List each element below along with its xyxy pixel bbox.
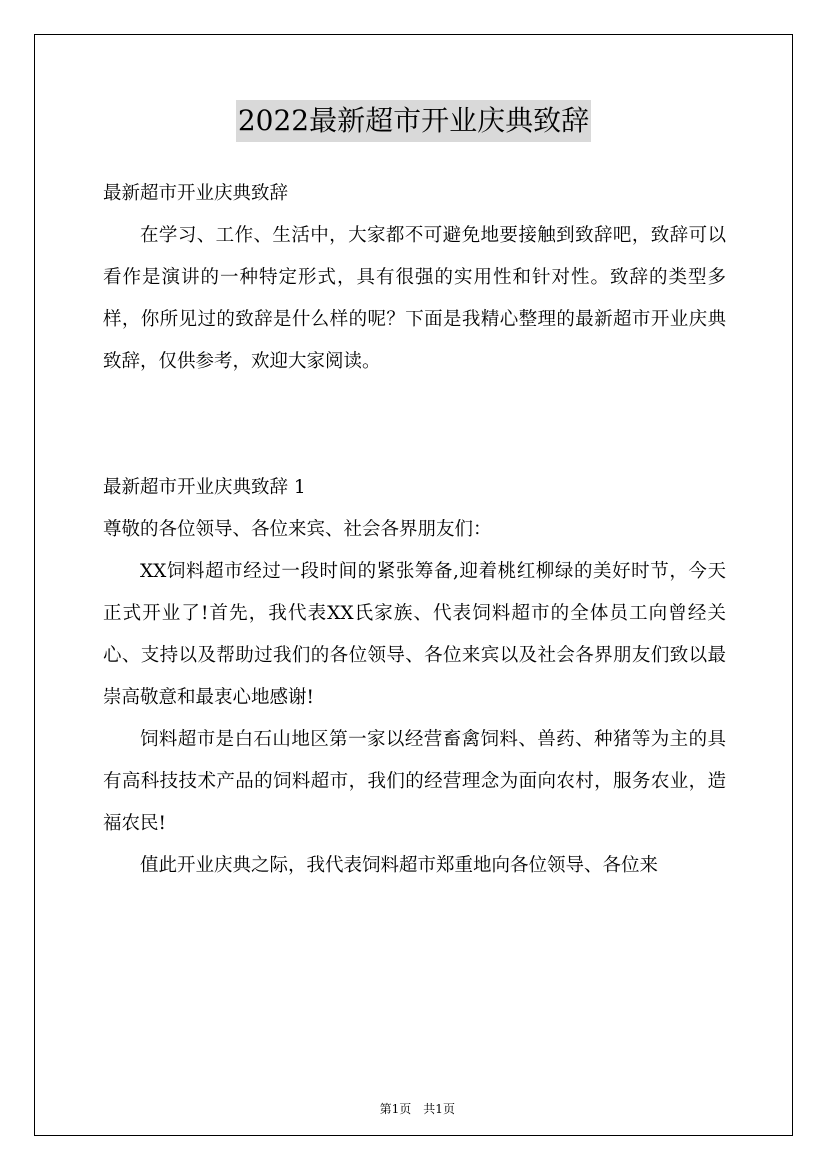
body-paragraph-1: XX饲料超市经过一段时间的紧张筹备,迎着桃红柳绿的美好时节，今天正式开业了!首先，我代表XX氏家族、代表饲料超市的全体员工向曾经关心、支持以及帮助过我们的各位领导、各位来宾以及社会各界朋友们致以最崇高敬意和最衷心地感谢! <box>103 561 726 708</box>
document-title: 2022最新超市开业庆典致辞 <box>236 100 591 142</box>
page-number: 第1页 共1页 <box>379 1102 455 1116</box>
section-heading: 最新超市开业庆典致辞 1 <box>103 477 306 498</box>
salutation: 尊敬的各位领导、各位来宾、社会各界朋友们： <box>103 519 492 540</box>
body-paragraph-2: 饲料超市是白石山地区第一家以经营畜禽饲料、兽药、种猪等为主的具有高科技技术产品的饲料超市，我们的经营理念为面向农村，服务农业，造福农民! <box>103 729 726 834</box>
document-subtitle: 最新超市开业庆典致辞 <box>103 183 289 204</box>
page-footer <box>0 1082 827 1118</box>
intro-paragraph: 在学习、工作、生活中，大家都不可避免地要接触到致辞吧，致辞可以看作是演讲的一种特定形式，具有很强的实用性和针对性。致辞的类型多样，你所见过的致辞是什么样的呢？下面是我精心整理的最新超市开业庆典致辞，仅供参考，欢迎大家阅读。 <box>103 225 726 372</box>
body-paragraph-3: 值此开业庆典之际，我代表饲料超市郑重地向各位领导、各位来 <box>140 855 659 876</box>
paragraph-spacer <box>103 383 726 467</box>
title-container <box>0 100 827 142</box>
document-body <box>103 173 726 887</box>
